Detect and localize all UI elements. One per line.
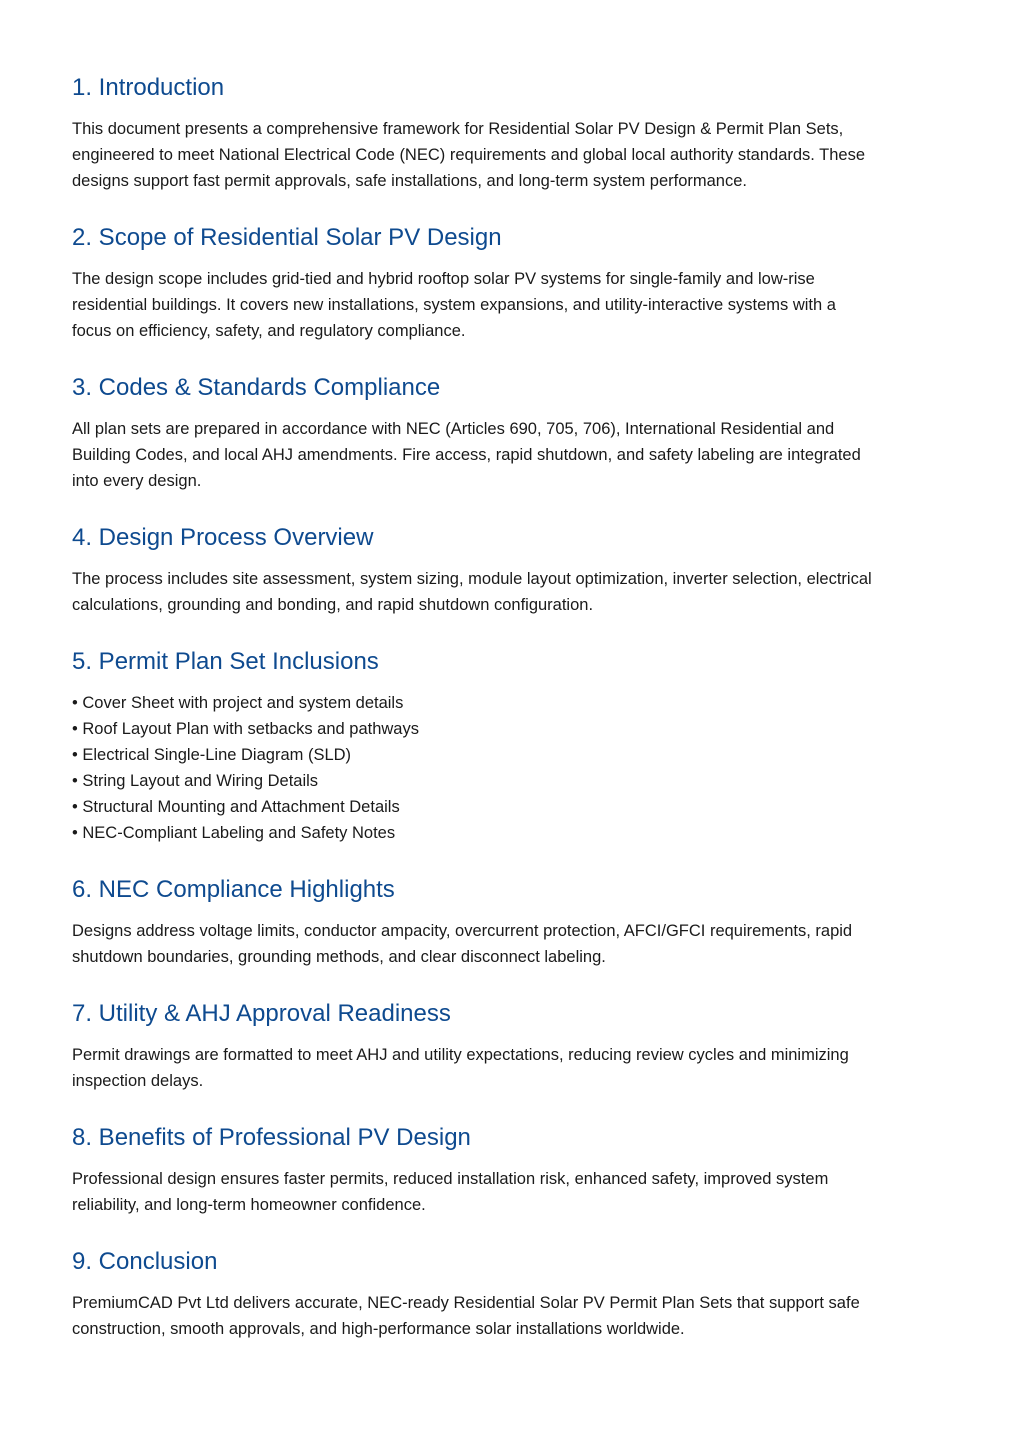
section-heading: 2. Scope of Residential Solar PV Design <box>72 224 502 251</box>
paragraph-line: into every design. <box>72 472 202 490</box>
paragraph-line: reliability, and long-term homeowner confidence. <box>72 1196 426 1214</box>
paragraph-line: Designs address voltage limits, conductor ampacity, overcurrent protection, AFCI/GFCI requirements, rapid <box>72 922 853 940</box>
list-item: • Electrical Single-Line Diagram (SLD) <box>72 746 352 764</box>
section-9 <box>72 1247 962 1342</box>
section-4 <box>72 523 962 618</box>
section-3 <box>72 373 962 494</box>
section-heading: 6. NEC Compliance Highlights <box>72 876 395 903</box>
paragraph-line: residential buildings. It covers new installations, system expansions, and utility-interactive systems with a <box>72 296 836 314</box>
paragraph-line: designs support fast permit approvals, safe installations, and long-term system performance. <box>72 172 747 190</box>
section-heading: 7. Utility & AHJ Approval Readiness <box>72 1000 451 1027</box>
paragraph-line: Building Codes, and local AHJ amendments. Fire access, rapid shutdown, and safety labeling are integrated <box>72 446 861 464</box>
paragraph-line: focus on efficiency, safety, and regulatory compliance. <box>72 322 466 340</box>
list-item: • NEC-Compliant Labeling and Safety Notes <box>72 824 396 842</box>
paragraph-line: The design scope includes grid-tied and hybrid rooftop solar PV systems for single-family and low-rise <box>72 270 815 288</box>
paragraph-line: engineered to meet National Electrical Code (NEC) requirements and global local authority standards. These <box>72 146 866 164</box>
section-8 <box>72 1123 962 1218</box>
list-item: • Structural Mounting and Attachment Details <box>72 798 400 816</box>
paragraph-line: The process includes site assessment, system sizing, module layout optimization, inverter selection, electrical <box>72 570 872 588</box>
paragraph-line: This document presents a comprehensive framework for Residential Solar PV Design & Permit Plan Sets, <box>72 120 844 138</box>
paragraph-line: construction, smooth approvals, and high-performance solar installations worldwide. <box>72 1320 685 1338</box>
section-2 <box>72 223 962 344</box>
list-item: • String Layout and Wiring Details <box>72 772 319 790</box>
paragraph-line: inspection delays. <box>72 1072 204 1090</box>
list-item: • Cover Sheet with project and system details <box>72 694 404 712</box>
section-heading: 3. Codes & Standards Compliance <box>72 374 441 401</box>
paragraph-line: Professional design ensures faster permits, reduced installation risk, enhanced safety, improved system <box>72 1170 829 1188</box>
paragraph-line: Permit drawings are formatted to meet AHJ and utility expectations, reducing review cycles and minimizing <box>72 1046 849 1064</box>
list-item: • Roof Layout Plan with setbacks and pathways <box>72 720 419 738</box>
section-7 <box>72 999 962 1094</box>
section-heading: 5. Permit Plan Set Inclusions <box>72 648 379 675</box>
section-1 <box>72 73 962 194</box>
paragraph-line: calculations, grounding and bonding, and rapid shutdown configuration. <box>72 596 594 614</box>
section-heading: 4. Design Process Overview <box>72 524 374 551</box>
section-6 <box>72 875 962 970</box>
section-heading: 8. Benefits of Professional PV Design <box>72 1124 471 1151</box>
paragraph-line: All plan sets are prepared in accordance with NEC (Articles 690, 705, 706), International Residential and <box>72 420 835 438</box>
section-heading: 1. Introduction <box>72 74 225 101</box>
document-page <box>72 73 962 1371</box>
section-heading: 9. Conclusion <box>72 1248 218 1275</box>
paragraph-line: PremiumCAD Pvt Ltd delivers accurate, NEC-ready Residential Solar PV Permit Plan Sets that support safe <box>72 1294 860 1312</box>
paragraph-line: shutdown boundaries, grounding methods, and clear disconnect labeling. <box>72 948 606 966</box>
section-5 <box>72 647 962 846</box>
